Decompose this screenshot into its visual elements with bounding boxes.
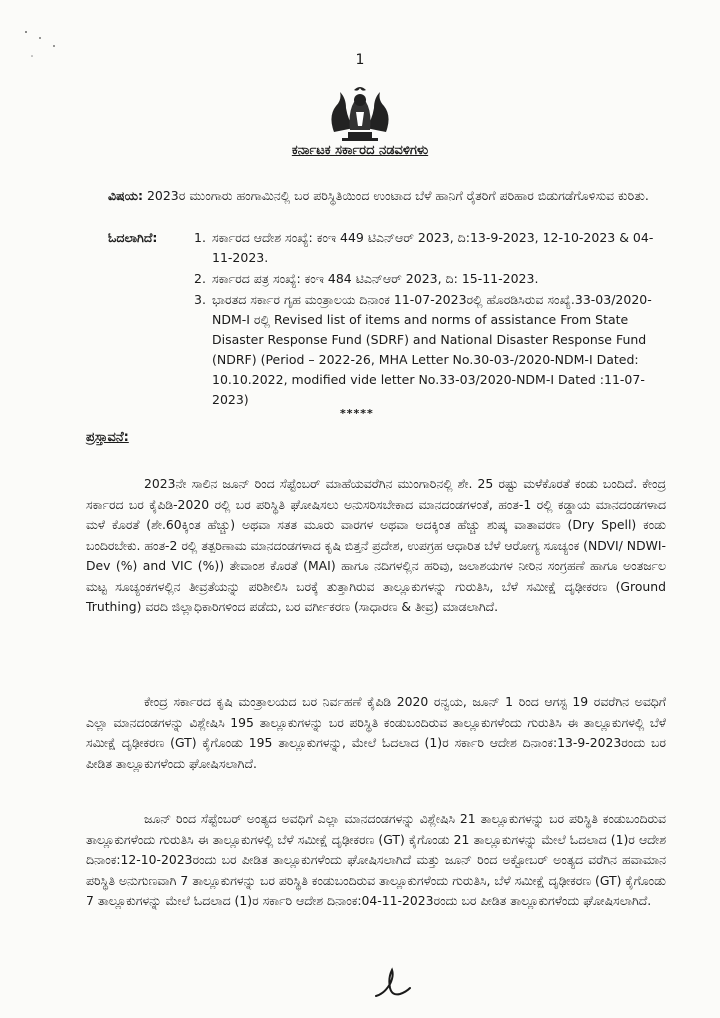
body-paragraph: ಕೇಂದ್ರ ಸರ್ಕಾರದ ಕೃಷಿ ಮಂತ್ರಾಲಯದ ಬರ ನಿರ್ವಹಣೆ ಕೈಪಿಡಿ 2020 ರನ್ವಯ, ಜೂನ್ 1 ರಿಂದ ಆಗಸ್ಟ 19 ರವರೆಗಿನ ಅವಧಿಗೆ ಎಲ್ಲಾ ಮಾನದಂಡಗಳನ್ನು ವಿಶ್ಲೇಷಿಸಿ 195 ತಾಲ್ಲೂಕುಗಳನ್ನು ಬರ ಪರಿಸ್ಥಿತಿ ಕಂಡುಬಂದಿರುವ ತಾಲ್ಲೂಕುಗಳೆಂದು ಗುರುತಿಸಿ ಈ ತಾಲ್ಲೂಕುಗಳಲ್ಲಿ ಬೆಳೆ ಸಮೀಕ್ಷೆ ದೃಢೀಕರಣ (GT) ಕೈಗೊಂಡು 195 ತಾಲ್ಲೂಕುಗಳನ್ನು, ಮೇಲೆ ಓದಲಾದ (1)ರ ಸರ್ಕಾರಿ ಆದೇಶ ದಿನಾಂಕ:13-9-2023ರಂದು ಬರ ಪೀಡಿತ ತಾಲ್ಲೂಕುಗಳೆಂದು ಘೋಷಿಸಲಾಗಿದೆ.	[86, 694, 666, 771]
document-title: ಕರ್ನಾಟಕ ಸರ್ಕಾರದ ನಡವಳಿಗಳು	[291, 143, 429, 158]
body-paragraph: ಜೂನ್ ರಿಂದ ಸೆಪ್ಟೆಂಬರ್ ಅಂತ್ಯದ ಅವಧಿಗೆ ಎಲ್ಲಾ ಮಾನದಂಡಗಳನ್ನು ವಿಶ್ಲೇಷಿಸಿ 21 ತಾಲ್ಲೂಕುಗಳನ್ನು ಬರ ಪರಿಸ್ಥಿತಿ ಕಂಡುಬಂದಿರುವ ತಾಲ್ಲೂಕುಗಳೆಂದು ಗುರುತಿಸಿ ಈ ತಾಲ್ಲೂಕುಗಳಲ್ಲಿ ಬೆಳೆ ಸಮೀಕ್ಷೆ ದೃಢೀಕರಣ (GT) ಕೈಗೊಂಡು 21 ತಾಲ್ಲೂಕುಗಳನ್ನು ಮೇಲೆ ಓದಲಾದ (1)ರ ಆದೇಶ ದಿನಾಂಕ:12-10-2023ರಂದು ಬರ ಪೀಡಿತ ತಾಲ್ಲೂಕುಗಳೆಂದು ಘೋಷಿಸಲಾಗಿದೆ ಮತ್ತು ಜೂನ್ ರಿಂದ ಅಕ್ಟೋಬರ್ ಅಂತ್ಯದ ವರೆಗಿನ ಹವಾಮಾನ ಪರಿಸ್ಥಿತಿ ಅನುಗುಣವಾಗಿ 7 ತಾಲ್ಲೂಕುಗಳನ್ನು ಬರ ಪರಿಸ್ಥಿತಿ ಕಂಡುಬಂದಿರುವ ತಾಲ್ಲೂಕುಗಳೆಂದು ಗುರುತಿಸಿ, ಬೆಳೆ ಸಮೀಕ್ಷೆ ದೃಢೀಕರಣ (GT) ಕೈಗೊಂಡು 7 ತಾಲ್ಲೂಕುಗಳನ್ನು ಮೇಲೆ ಓದಲಾದ (1)ರ ಸರ್ಕಾರಿ ಆದೇಶ ದಿನಾಂಕ:04-11-2023ರಂದು ಬರ ಪೀಡಿತ ತಾಲ್ಲೂಕುಗಳೆಂದು ಘೋಷಿಸಲಾಗಿದೆ.	[86, 811, 666, 909]
reference-number: 2.	[194, 271, 206, 286]
references-list	[108, 228, 668, 410]
subject-text: 2023ರ ಮುಂಗಾರು ಹಂಗಾಮಿನಲ್ಲಿ ಬರ ಪರಿಸ್ಥಿತಿಯಿಂದ ಉಂಟಾದ ಬೆಳೆ ಹಾನಿಗೆ ರೈತರಿಗೆ ಪರಿಹಾರ ಬಿಡುಗಡೆಗೊಳಿಸುವ ಕುರಿತು.	[146, 188, 649, 203]
reference-text: ಸರ್ಕಾರದ ಆದೇಶ ಸಂಖ್ಯೆ: ಕಂಇ 449 ಟಿಎನ್ಆರ್ 2023, ದಿ:13-9-2023, 12-10-2023 & 04-11-2023.	[212, 230, 654, 265]
references-block	[108, 228, 668, 411]
reference-item	[194, 269, 668, 289]
section-separator: *****	[340, 407, 374, 420]
reference-item	[194, 290, 668, 410]
reference-number: 3.	[194, 292, 206, 307]
subject-label: ವಿಷಯ:	[108, 188, 143, 203]
body-paragraph: 2023ನೇ ಸಾಲಿನ ಜೂನ್ ರಿಂದ ಸೆಪ್ಟೆಂಬರ್ ಮಾಹೆಯವರೆಗಿನ ಮುಂಗಾರಿನಲ್ಲಿ ಶೇ. 25 ರಷ್ಟು ಮಳೆಕೊರತೆ ಕಂಡು ಬಂದಿದೆ. ಕೇಂದ್ರ ಸರ್ಕಾರದ ಬರ ಕೈಪಿಡಿ-2020 ರಲ್ಲಿ ಬರ ಪರಿಸ್ಥಿತಿ ಘೋಷಿಸಲು ಅನುಸರಿಸಬೇಕಾದ ಮಾನದಂಡಗಳಂತೆ, ಹಂತ-1 ರಲ್ಲಿ ಕಡ್ಡಾಯ ಮಾನದಂಡಗಳಾದ ಮಳೆ ಕೊರತೆ (ಶೇ.60ಕ್ಕಿಂತ ಹೆಚ್ಚು) ಅಥವಾ ಸತತ ಮೂರು ವಾರಗಳ ಅಥವಾ ಅದಕ್ಕಿಂತ ಹೆಚ್ಚು ಶುಷ್ಕ ವಾತಾವರಣ (Dry Spell) ಕಂಡು ಬಂದಿರಬೇಕು. ಹಂತ-2 ರಲ್ಲಿ ತತ್ಪರಿಣಾಮ ಮಾನದಂಡಗಳಾದ ಕೃಷಿ ಬಿತ್ತನೆ ಪ್ರದೇಶ, ಉಪಗ್ರಹ ಆಧಾರಿತ ಬೆಳೆ ಆರೋಗ್ಯ ಸೂಚ್ಯಂಕ (NDVI/ NDWI-Dev (%) and VIC (%)) ತೇವಾಂಶ ಕೊರತೆ (MAI) ಹಾಗೂ ನದಿಗಳಲ್ಲಿನ ಹರಿವು, ಜಲಾಶಯಗಳ ನೀರಿನ ಸಂಗ್ರಹಣೆ ಹಾಗೂ ಅಂತರ್ಜಲ ಮಟ್ಟ ಸೂಚ್ಯಂಕಗಳಲ್ಲಿನ ತೀವ್ರತೆಯನ್ನು ಪರಿಶೀಲಿಸಿ ಬರಕ್ಕೆ ತುತ್ತಾಗಿರುವ ತಾಲ್ಲೂಕುಗಳನ್ನು ಗುರುತಿಸಿ, ಬೆಳೆ ಸಮೀಕ್ಷೆ ದೃಢೀಕರಣ (Ground Truthing) ವರದಿ ಜಿಲ್ಲಾಧಿಕಾರಿಗಳಿಂದ ಪಡೆದು, ಬರ ವರ್ಗೀಕರಣ (ಸಾಧಾರಣ & ತೀವ್ರ) ಮಾಡಲಾಗಿದೆ.	[86, 476, 666, 615]
reference-text: ಭಾರತದ ಸರ್ಕಾರ ಗೃಹ ಮಂತ್ರಾಲಯ ದಿನಾಂಕ 11-07-2023ರಲ್ಲಿ ಹೊರಡಿಸಿರುವ ಸಂಖ್ಯೆ.33-03/2020-NDM-I ರಲ್ಲಿ Revised list of items and norms of assistance From State Disaster Response Fund (SDRF) and National Disaster Response Fund (NDRF) (Period – 2022-26, MHA Letter No.30-03-/2020-NDM-I Dated: 10.10.2022, modified vide letter No.33-03/2020-NDM-I Dated :11-07-2023)	[212, 292, 652, 407]
subject-block	[108, 185, 668, 206]
references-label: ಓದಲಾಗಿದೆ:	[108, 230, 158, 245]
karnataka-state-emblem-icon	[318, 82, 402, 144]
preamble-heading: ಪ್ರಸ್ತಾವನೆ:	[86, 430, 129, 445]
reference-number: 1.	[194, 230, 206, 245]
signature-mark-icon	[370, 966, 414, 1000]
reference-item	[194, 228, 668, 268]
reference-text: ಸರ್ಕಾರದ ಪತ್ರ ಸಂಖ್ಯೆ: ಕಂಇ 484 ಟಿಎನ್ಆರ್ 2023, ದಿ: 15-11-2023.	[212, 271, 539, 286]
page-number: 1	[355, 52, 365, 68]
